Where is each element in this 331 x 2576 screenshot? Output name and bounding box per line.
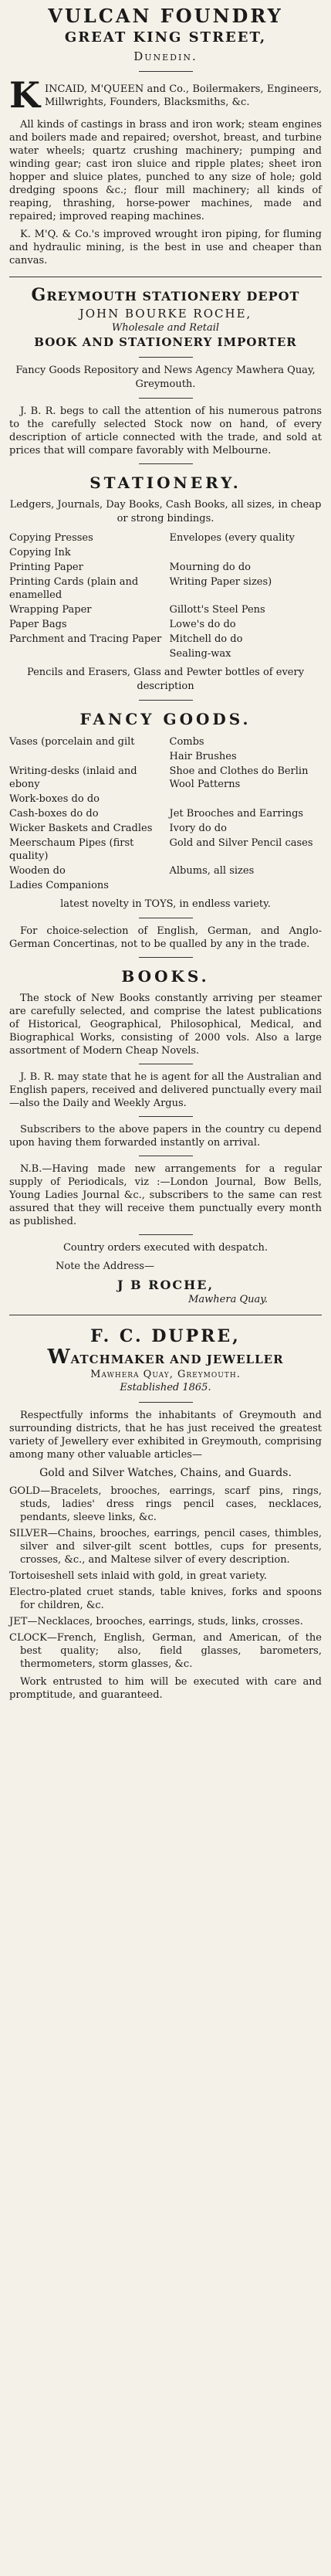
- drop-cap: W: [47, 1346, 71, 1369]
- ad-intro: INCAID, M'QUEEN and Co., Boilermakers, Engineers, Millwrights, Founders, Blacksmiths, &c.: [44, 83, 322, 108]
- list-item: Gold and Silver Pencil cases: [169, 837, 313, 849]
- dupre-ad: [9, 1325, 322, 1702]
- section-heading: FANCY GOODS.: [79, 710, 252, 728]
- short-rule: [139, 1234, 193, 1235]
- list-item: JET—Necklaces, brooches, earrings, studs, links, crosses.: [9, 1616, 303, 1627]
- list-item: Paper Bags: [9, 619, 67, 630]
- list-item: Vases (porcelain and gilt: [9, 736, 135, 748]
- short-rule: [139, 1116, 193, 1117]
- list-item: Printing Paper: [9, 562, 83, 573]
- watches-line: Gold and Silver Watches, Chains, and Guards.: [39, 1467, 292, 1479]
- ad-title: VULCAN FOUNDRY: [48, 5, 283, 27]
- ad-subheading: Fancy Goods Repository and News Agency Mawhera Quay, Greymouth.: [15, 365, 316, 390]
- ad-paragraph: J. B. R. may state that he is agent for all the Australian and English papers, received and delivered punctually every mail—also the Daily and Weekly Argus.: [9, 1071, 322, 1109]
- signature-place: Mawhera Quay.: [188, 1294, 268, 1305]
- ad-paragraph: Work entrusted to him will be executed with care and promptitude, and guaranteed.: [9, 1676, 322, 1701]
- list-item: Copying Presses: [9, 532, 93, 544]
- ad-headline: BOOK AND STATIONERY IMPORTER: [34, 335, 297, 349]
- list-item: Lowe's do do: [169, 619, 236, 630]
- list-item: Copying Ink: [9, 547, 71, 558]
- list-item: GOLD—Bracelets, brooches, earrings, scarf pins, rings, studs, ladies' dress rings pencil cases, necklaces, pendants, sleeve links, &c.: [9, 1485, 322, 1523]
- list-item: Cash-boxes do do: [9, 808, 99, 820]
- list-item: Writing Paper sizes): [169, 576, 272, 588]
- list-item: Envelopes (every quality: [169, 532, 296, 544]
- ad-trade: ATCHMAKER AND JEWELLER: [70, 1352, 284, 1366]
- list-item: [170, 792, 323, 806]
- fancy-goods-list: [9, 735, 322, 893]
- list-item: Shoe and Clothes do Berlin Wool Patterns: [169, 765, 309, 790]
- list-item: Meerschaum Pipes (first quality): [9, 837, 134, 862]
- ad-paragraph: The stock of New Books constantly arriving per steamer are carefully selected, and comprise the latest publications of Historical, Geographical, Philosophical, Medical, and Biographical Works, consisting of 2000 vols. Also a large assortment of Modern Cheap Novels.: [9, 993, 322, 1057]
- ad-paragraph: Respectfully informs the inhabitants of Greymouth and surrounding districts, that he has just received the greatest variety of Jewellery ever exhibited in Greymouth, comprising among many other valuable articles—: [9, 1410, 322, 1461]
- short-rule: [139, 463, 193, 464]
- ad-paragraph: K. M'Q. & Co.'s improved wrought iron piping, for fluming and hydraulic mining, is the best in use and cheaper than canvas.: [9, 229, 322, 266]
- ad-intro-block: [9, 78, 322, 114]
- list-item: [170, 545, 323, 560]
- ad-street: GREAT KING STREET,: [64, 29, 267, 46]
- short-rule: [139, 398, 193, 399]
- list-item: Wrapping Paper: [9, 604, 92, 616]
- list-item: Wooden do: [9, 865, 66, 877]
- list-item: Writing-desks (inlaid and ebony: [9, 765, 137, 790]
- vulcan-foundry-ad: [9, 5, 322, 267]
- list-item: Combs: [169, 736, 204, 748]
- short-rule: [139, 1402, 193, 1403]
- list-item: Hair Brushes: [169, 751, 237, 762]
- list-item: [9, 647, 162, 661]
- ad-paragraph: For choice-selection of English, German, and Anglo-German Concertinas, not to be qualled by any in the trade.: [9, 925, 322, 950]
- section-heading: BOOKS.: [121, 967, 210, 986]
- section-tail: Pencils and Erasers, Glass and Pewter bottles of every description: [26, 667, 305, 692]
- short-rule: [139, 357, 193, 358]
- ad-place: Mawhera Quay, Greymouth.: [90, 1369, 241, 1380]
- short-rule: [139, 957, 193, 958]
- drop-cap: G: [31, 285, 47, 305]
- list-item: SILVER—Chains, brooches, earrings, pencil cases, thimbles, silver and silver-gilt scent bottles, cups for presents, crosses, &c., and Maltese silver of every description.: [9, 1528, 322, 1566]
- ad-paragraph: All kinds of castings in brass and iron work; steam engines and boilers made and repaired; overshot, breast, and turbine water wheels; quartz crushing machinery; pumping and winding gear; cast iron sluice and ripple plates; sheet iron hopper and sluice plates, punched to any size of hole; gold dredging spoons &c.; flour mill machinery; all kinds of reaping, thrashing, horse-power machines, made and repaired; improved reaping machines.: [9, 119, 322, 222]
- list-item: Gillott's Steel Pens: [169, 604, 265, 616]
- list-item: [170, 878, 323, 893]
- toys-line: latest novelty in TOYS, in endless variety.: [60, 898, 271, 910]
- ad-owner: JOHN BOURKE ROCHE,: [79, 307, 252, 321]
- list-item: Sealing-wax: [169, 648, 231, 660]
- newspaper-column: [9, 0, 322, 1702]
- signature-name: J B ROCHE,: [117, 1278, 214, 1292]
- list-item: Wicker Baskets and Cradles: [9, 823, 153, 834]
- ad-trade: Wholesale and Retail: [111, 322, 220, 334]
- ad-trade-line: [9, 1348, 322, 1369]
- ad-established: Established 1865.: [120, 1382, 211, 1393]
- list-item: Parchment and Tracing Paper: [9, 633, 162, 645]
- list-item: Printing Cards (plain and enamelled: [9, 576, 139, 601]
- ad-paragraph: N.B.—Having made new arrangements for a regular supply of Periodicals, viz :—London Journal, Bow Bells, Young Ladies Journal &c., subscribers to the same can rest assured that they will receive them punctually every month as published.: [9, 1163, 322, 1227]
- list-item: CLOCK—French, English, German, and American, of the best quality; also, field glasses, barometers, thermometers, storm glasses, &c.: [9, 1632, 322, 1670]
- short-rule: [139, 700, 193, 701]
- list-item: Jet Brooches and Earrings: [169, 808, 304, 820]
- drop-cap: K: [9, 78, 40, 114]
- stationery-depot-ad: [9, 287, 322, 1305]
- ad-paragraph: Subscribers to the above papers in the country cu depend upon having them forwarded instantly on arrival.: [9, 1124, 322, 1149]
- address-note: Note the Address—: [56, 1261, 154, 1272]
- list-item: Mourning do do: [169, 562, 252, 573]
- list-item: Ladies Companions: [9, 880, 109, 891]
- list-item: Work-boxes do do: [9, 793, 100, 805]
- ad-title: [9, 287, 322, 305]
- ad-title-text: REYMOUTH STATIONERY DEPOT: [46, 289, 300, 304]
- list-item: Ivory do do: [169, 823, 227, 834]
- list-item: Electro-plated cruet stands, table knives, forks and spoons for children, &c.: [9, 1587, 322, 1611]
- list-item: Albums, all sizes: [169, 865, 255, 877]
- ad-paragraph: J. B. R. begs to call the attention of his numerous patrons to the carefully selected Stock now on hand, of every description of article connected with the trade, and sold at prices that will compare favorably with Melbourne.: [9, 406, 322, 456]
- short-rule: [139, 71, 193, 72]
- ad-town: Dunedin.: [133, 49, 198, 63]
- country-orders: Country orders executed with despatch.: [62, 1242, 269, 1254]
- stationery-list: [9, 531, 322, 661]
- list-item: Mitchell do do: [169, 633, 243, 645]
- section-lead: Ledgers, Journals, Day Books, Cash Books, all sizes, in cheap or strong bindings.: [9, 499, 322, 524]
- ad-title: F. C. DUPRE,: [90, 1326, 241, 1346]
- list-item: Tortoiseshell sets inlaid with gold, in great variety.: [9, 1570, 267, 1582]
- section-heading: STATIONERY.: [90, 473, 241, 492]
- list-item: [9, 749, 162, 764]
